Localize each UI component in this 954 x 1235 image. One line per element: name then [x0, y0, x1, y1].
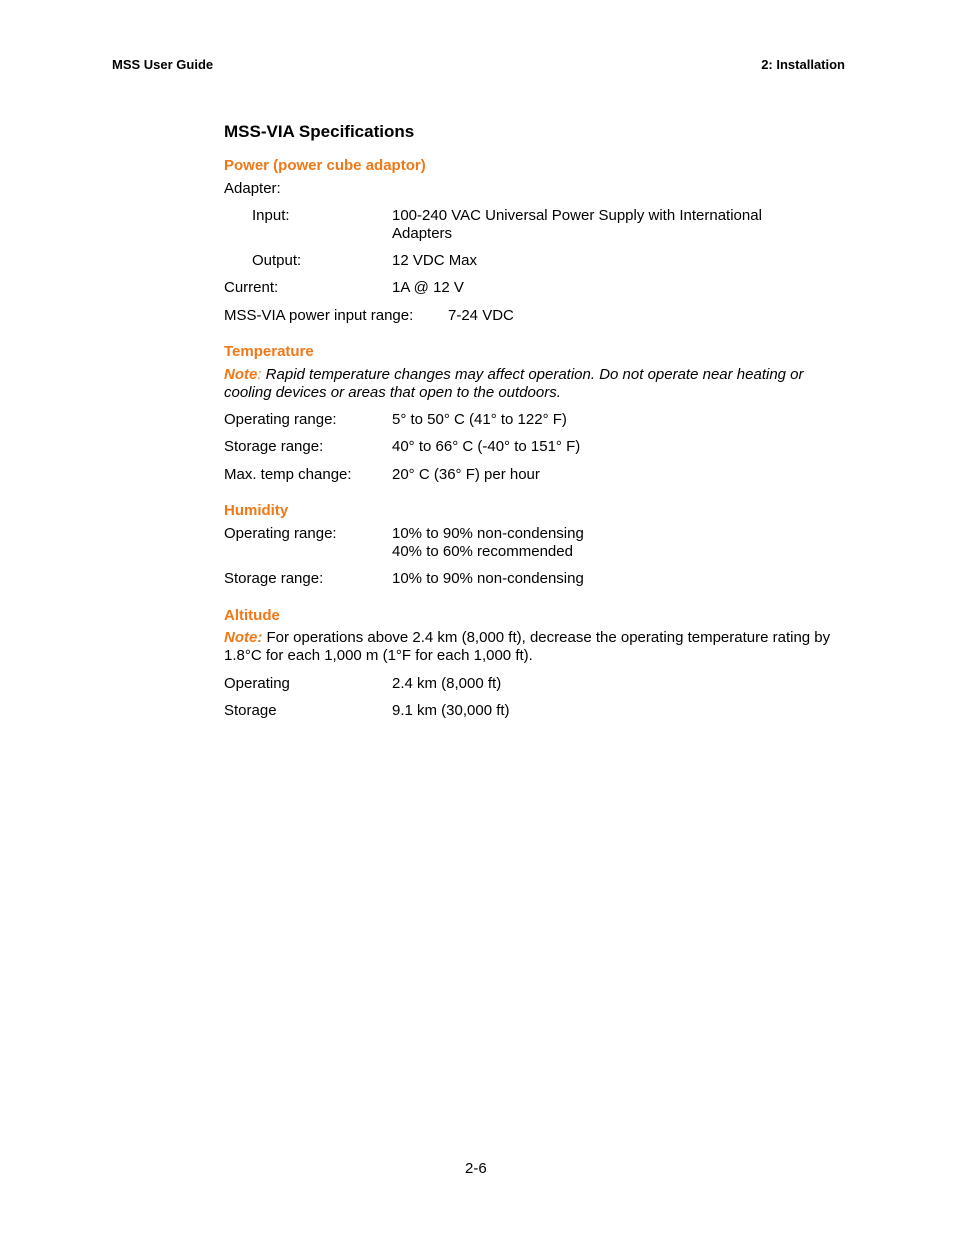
humidity-heading: Humidity — [224, 502, 289, 519]
current-label: Current: — [224, 279, 279, 296]
input-label: Input: — [252, 207, 290, 224]
humidity-operating-label: Operating range: — [224, 525, 337, 542]
header-chapter-title: 2: Installation — [761, 57, 845, 72]
power-range-label: MSS-VIA power input range: — [224, 307, 414, 324]
power-heading: Power (power cube adaptor) — [224, 157, 426, 174]
current-value: 1A @ 12 V — [392, 279, 464, 296]
temp-operating-label: Operating range: — [224, 411, 337, 428]
header-guide-title: MSS User Guide — [112, 57, 214, 72]
temperature-note-text: Rapid temperature changes may affect operation. Do not operate near heating or cooling devices or areas that open to the outdoors. — [224, 366, 804, 401]
altitude-heading: Altitude — [224, 607, 280, 624]
temp-operating-value: 5° to 50° C (41° to 122° F) — [392, 411, 567, 428]
power-range-value: 7-24 VDC — [448, 307, 514, 324]
temp-change-value: 20° C (36° F) per hour — [392, 466, 540, 483]
altitude-note — [224, 629, 844, 665]
altitude-note-label: Note: — [224, 629, 263, 646]
humidity-operating-line1: 10% to 90% non-condensing — [392, 525, 584, 542]
temperature-note — [224, 366, 844, 402]
page-title: MSS-VIA Specifications — [224, 122, 415, 141]
humidity-storage-value: 10% to 90% non-condensing — [392, 570, 584, 587]
input-value-line2: Adapters — [392, 225, 453, 242]
humidity-storage-label: Storage range: — [224, 570, 324, 587]
input-value-line1: 100-240 VAC Universal Power Supply with International — [392, 207, 762, 224]
temp-storage-label: Storage range: — [224, 438, 324, 455]
temp-change-label: Max. temp change: — [224, 466, 352, 483]
humidity-operating-line2: 40% to 60% recommended — [392, 543, 573, 560]
altitude-operating-label: Operating — [224, 675, 290, 692]
altitude-note-text: For operations above 2.4 km (8,000 ft), decrease the operating temperature rating by 1.8°C for each 1,000 m (1°F for each 1,000 ft). — [224, 629, 831, 664]
output-label: Output: — [252, 252, 302, 269]
humidity-operating-value — [392, 525, 584, 561]
temperature-heading: Temperature — [224, 343, 314, 360]
output-value: 12 VDC Max — [392, 252, 478, 269]
input-value — [392, 207, 762, 243]
temperature-note-label: Note — [224, 366, 258, 383]
page-number: 2-6 — [465, 1160, 487, 1177]
adapter-label: Adapter: — [224, 180, 281, 197]
altitude-storage-label: Storage — [224, 702, 277, 719]
altitude-storage-value: 9.1 km (30,000 ft) — [392, 702, 510, 719]
temp-storage-value: 40° to 66° C (-40° to 151° F) — [392, 438, 581, 455]
temperature-note-colon: : — [257, 366, 262, 383]
altitude-operating-value: 2.4 km (8,000 ft) — [392, 675, 502, 692]
